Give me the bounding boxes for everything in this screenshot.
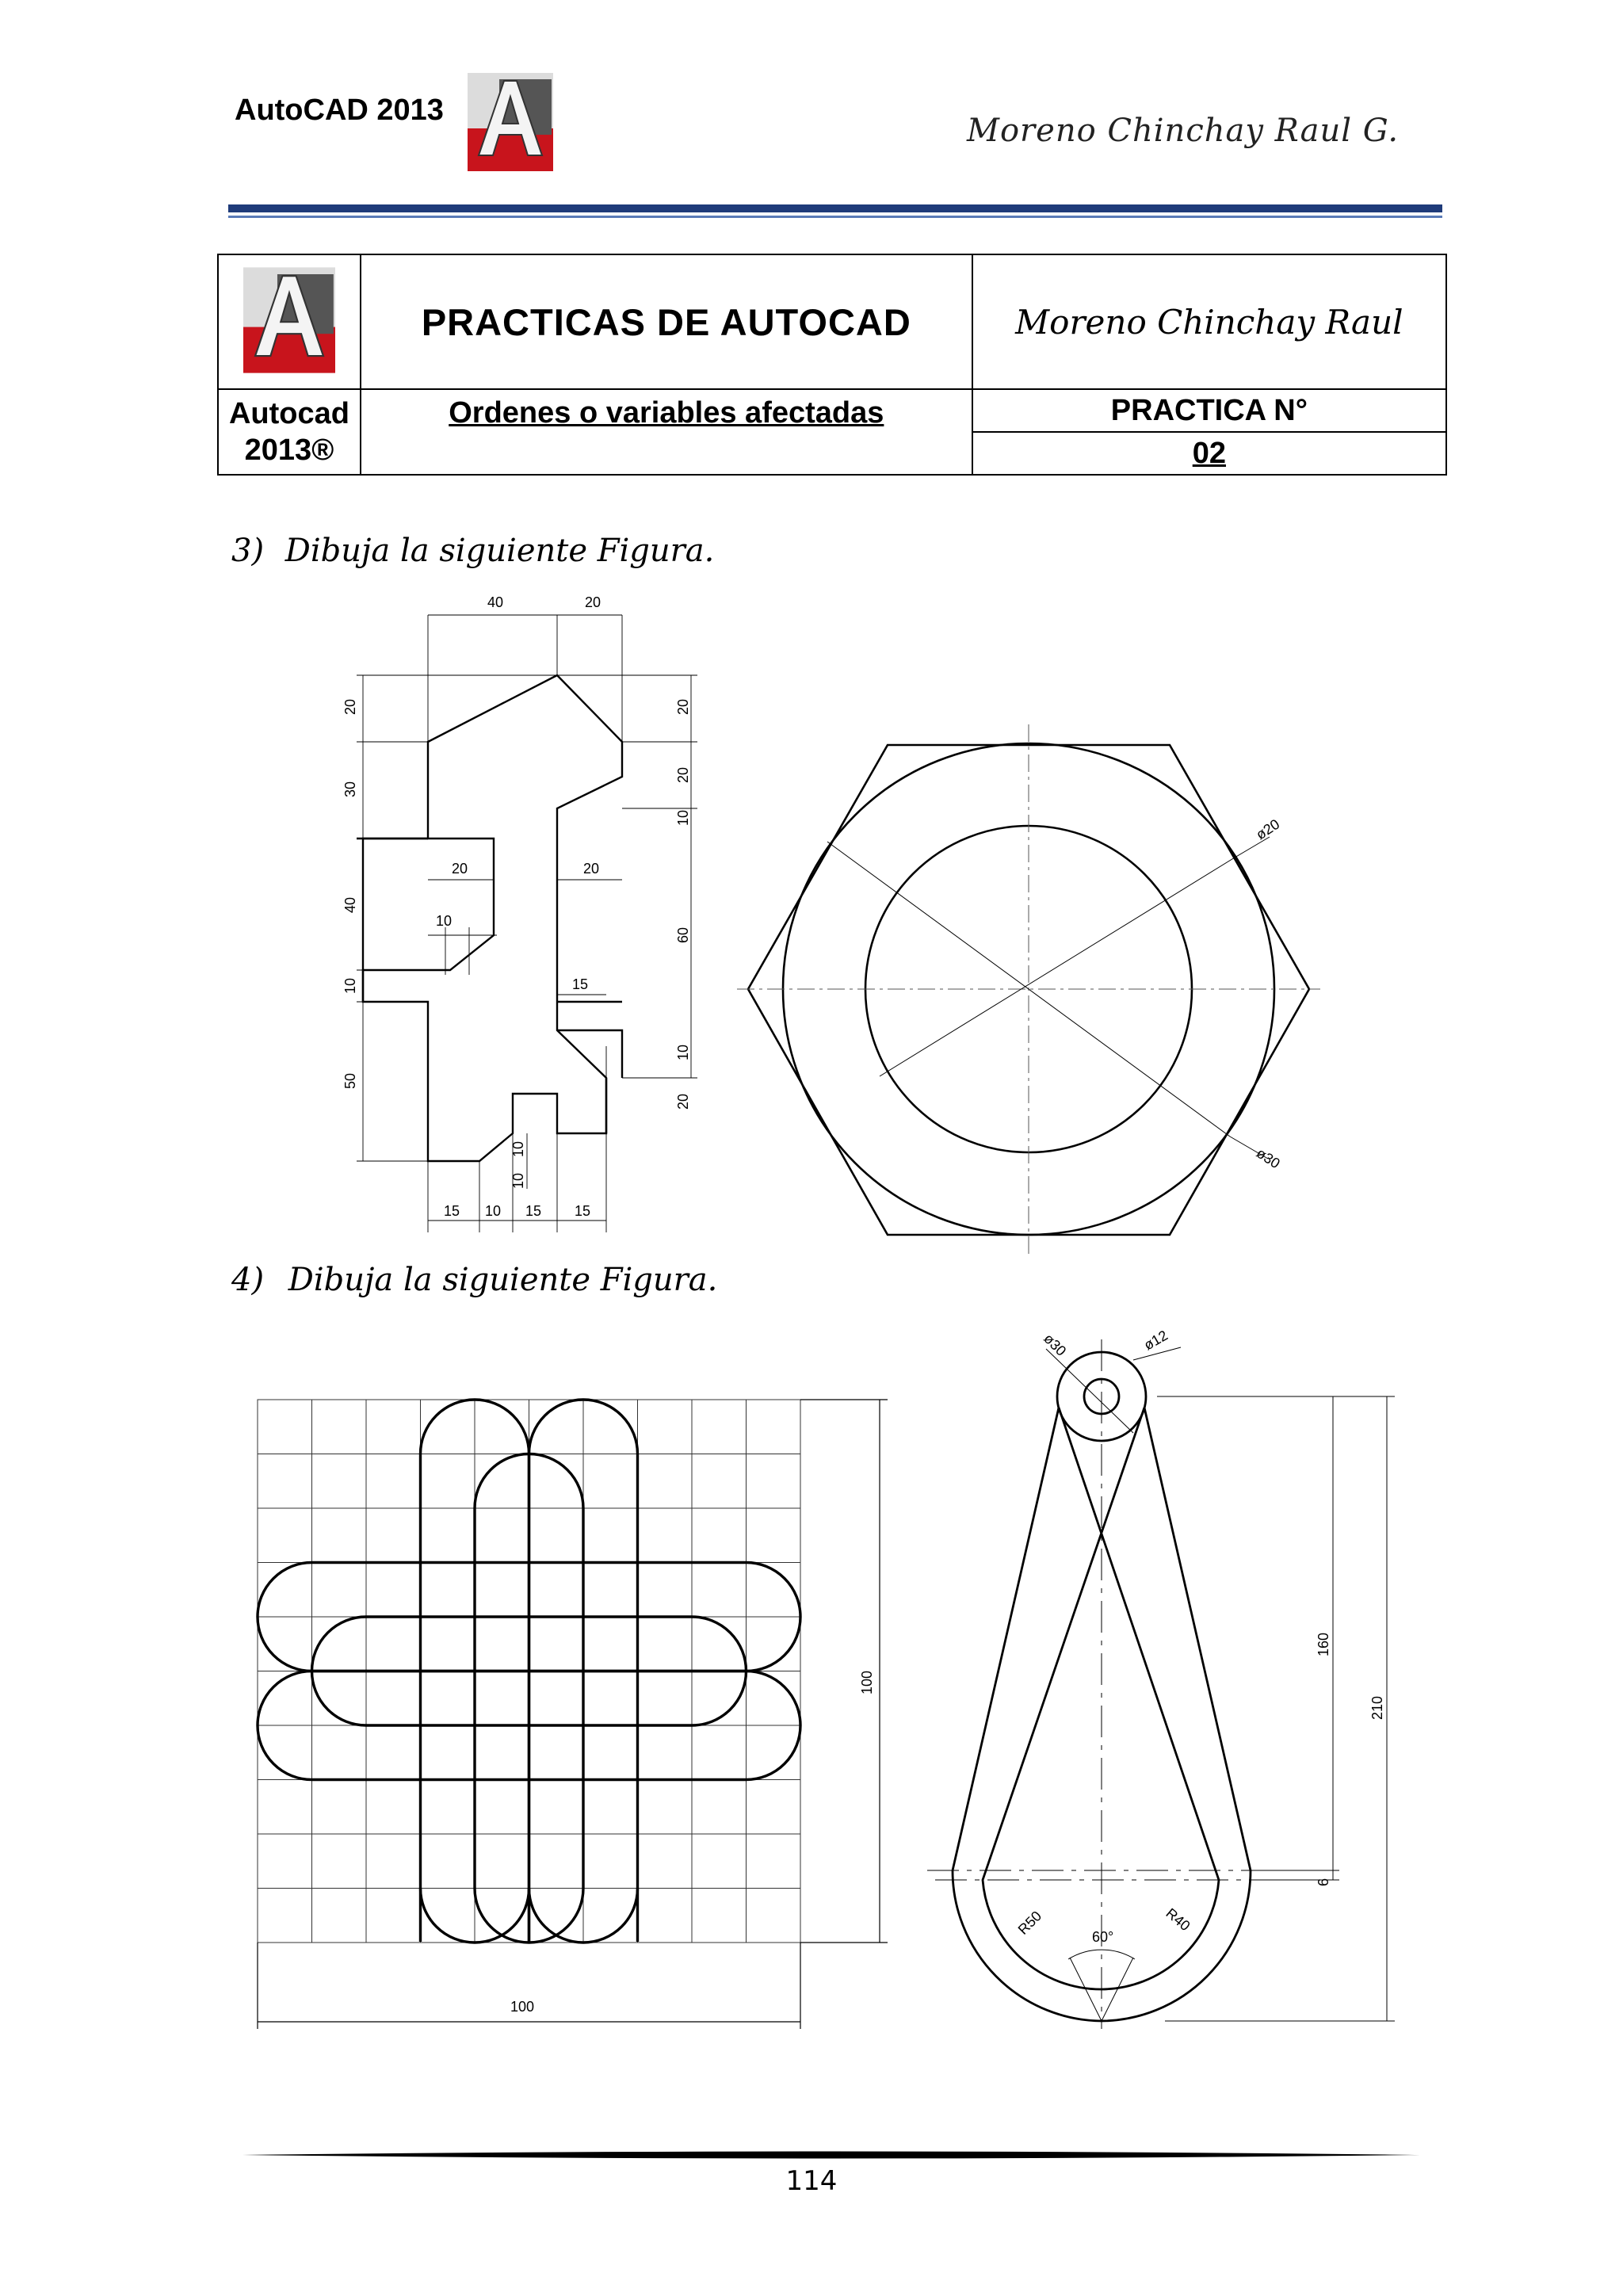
dim-right-20a: 20	[675, 698, 691, 715]
header-author: Moreno Chinchay Raul G.	[967, 113, 1400, 149]
dim-bottom-15c: 15	[575, 1203, 591, 1219]
dim-length-160: 160	[1316, 1632, 1331, 1656]
dim-radius-inner: R40	[1163, 1904, 1193, 1935]
exercise-4-text: Dibuja la siguiente Figura.	[288, 1262, 718, 1298]
table-software-line2: 2013®	[244, 434, 334, 467]
dim-inner-10c: 10	[510, 1172, 526, 1189]
header-rule	[228, 204, 1442, 212]
dim-bottom-15b: 15	[525, 1203, 542, 1219]
dim-inner-10a: 10	[436, 913, 453, 929]
exercise-4-number: 4)	[231, 1262, 265, 1298]
dim-bottom-10: 10	[485, 1203, 502, 1219]
dim-inner-15: 15	[572, 976, 589, 992]
dim-offset-6: 6	[1316, 1878, 1331, 1886]
table-practice-label: PRACTICA N°	[973, 390, 1445, 433]
table-author: Moreno Chinchay Raul	[972, 254, 1446, 389]
figure-4-knot	[238, 1379, 896, 2045]
figure-3-profile	[333, 586, 713, 1244]
exercise-3-number: 3)	[231, 533, 265, 569]
table-orders-cell	[361, 389, 972, 475]
dim-width-100: 100	[510, 1999, 535, 2015]
table-practice-number: 02	[1192, 437, 1226, 470]
dim-right-10a: 10	[675, 809, 691, 826]
table-practice-cell	[972, 389, 1446, 475]
dim-right-60: 60	[675, 926, 691, 943]
dim-top-40: 40	[487, 594, 504, 610]
table-software	[218, 389, 361, 475]
dim-right-20c: 20	[675, 1093, 691, 1110]
dim-diameter-small: ø20	[1253, 816, 1283, 843]
exercise-3-heading	[231, 533, 714, 569]
table-software-line1: Autocad	[228, 397, 349, 430]
dim-right-20b: 20	[675, 766, 691, 783]
dim-left-40: 40	[342, 896, 358, 913]
table-logo-cell	[218, 254, 361, 389]
dim-left-20: 20	[342, 698, 358, 715]
dim-length-210: 210	[1369, 1695, 1385, 1720]
dim-inner-20a: 20	[452, 861, 468, 877]
exercise-3-text: Dibuja la siguiente Figura.	[285, 533, 715, 569]
dim-inner-10b: 10	[510, 1140, 526, 1157]
dim-radius-outer: R50	[1014, 1908, 1045, 1938]
figure-3-hexagon	[737, 721, 1323, 1260]
autocad-logo-icon	[468, 73, 553, 171]
exercise-4-heading	[231, 1262, 717, 1298]
figure-4-lever	[927, 1316, 1403, 2045]
table-title: PRACTICAS DE AUTOCAD	[361, 254, 972, 389]
dim-left-10: 10	[342, 977, 358, 994]
dim-bottom-15a: 15	[444, 1203, 460, 1219]
dim-right-10b: 10	[675, 1044, 691, 1060]
dim-diameter-inner: ø12	[1141, 1327, 1170, 1354]
page-number: 114	[785, 2165, 838, 2197]
footer-rule	[242, 2151, 1420, 2159]
practice-table	[217, 254, 1447, 476]
dim-left-50: 50	[342, 1072, 358, 1089]
dim-angle-60: 60°	[1092, 1929, 1114, 1945]
table-orders-label: Ordenes o variables afectadas	[449, 396, 884, 430]
dim-inner-20b: 20	[583, 861, 600, 877]
dim-height-100: 100	[859, 1670, 875, 1694]
dim-diameter-outer: ø30	[1041, 1330, 1070, 1359]
autocad-logo-icon	[243, 265, 335, 376]
header-app-title: AutoCAD 2013	[235, 94, 444, 127]
header-rule-thin	[228, 216, 1442, 218]
dim-diameter-large: ø30	[1253, 1144, 1283, 1172]
dim-left-30: 30	[342, 781, 358, 797]
dim-top-20: 20	[585, 594, 601, 610]
